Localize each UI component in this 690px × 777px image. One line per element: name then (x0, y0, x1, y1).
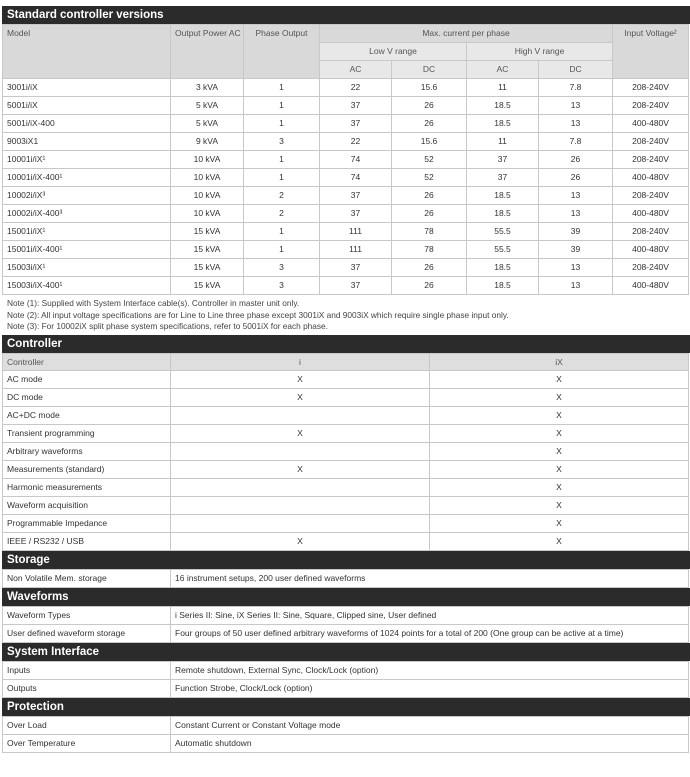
feature-label: IEEE / RS232 / USB (3, 532, 171, 550)
spec-sheet (2, 6, 690, 753)
table-cell: 111 (320, 223, 392, 241)
table-cell: 1 (244, 79, 320, 97)
section-title-protection: Protection (2, 698, 690, 716)
spec-value: Four groups of 50 user defined arbitrary waveforms of 1024 points for a total of 200 (One group can be active at a time) (171, 624, 689, 642)
table-cell: 55.5 (467, 241, 539, 259)
table-row (3, 679, 689, 697)
table-cell: 11 (467, 133, 539, 151)
table-cell: 15 kVA (171, 259, 244, 277)
feature-label: Arbitrary waveforms (3, 442, 171, 460)
table-row (3, 569, 689, 587)
table-cell: 3 (244, 133, 320, 151)
protection-table-body (3, 716, 689, 752)
spec-label: Waveform Types (3, 606, 171, 624)
table-cell: 37 (320, 187, 392, 205)
header-dc-low: DC (392, 61, 467, 79)
table-row (3, 624, 689, 642)
table-cell: 5 kVA (171, 97, 244, 115)
header-phase-output: Phase Output (244, 25, 320, 79)
storage-table (2, 569, 689, 588)
table-cell: 15001i/iX-400¹ (3, 241, 171, 259)
table-cell: 15 kVA (171, 241, 244, 259)
spec-label: User defined waveform storage (3, 624, 171, 642)
spec-value: Function Strobe, Clock/Lock (option) (171, 679, 689, 697)
table-cell: 15.6 (392, 79, 467, 97)
note-2: Note (2): All input voltage specifications are for Line to Line three phase except 3001iX and 9003iX which require single phase input only. (7, 309, 509, 320)
feature-label: Harmonic measurements (3, 478, 171, 496)
table-cell: 37 (320, 259, 392, 277)
table-cell: 10002i/iX³ (3, 187, 171, 205)
table-cell: 55.5 (467, 223, 539, 241)
header-low-v: Low V range (320, 43, 467, 61)
header-ac-low: AC (320, 61, 392, 79)
table-cell: 26 (392, 97, 467, 115)
table-cell: 208-240V (613, 79, 689, 97)
section-title-controller: Controller (2, 335, 690, 353)
system-interface-table (2, 661, 689, 698)
feature-mark: X (430, 424, 689, 442)
spec-label: Non Volatile Mem. storage (3, 569, 171, 587)
table-cell: 26 (392, 115, 467, 133)
feature-mark: X (430, 388, 689, 406)
table-cell: 78 (392, 223, 467, 241)
spec-label: Over Temperature (3, 734, 171, 752)
feature-mark: X (430, 496, 689, 514)
table-cell: 15001i/iX¹ (3, 223, 171, 241)
table-cell: 22 (320, 133, 392, 151)
section-title-standard: Standard controller versions (2, 6, 690, 24)
feature-mark: X (171, 532, 430, 550)
table-cell: 26 (392, 205, 467, 223)
table-cell: 2 (244, 187, 320, 205)
table-row (3, 277, 689, 295)
table-cell: 26 (392, 277, 467, 295)
feature-mark: X (430, 442, 689, 460)
feature-mark (171, 514, 430, 532)
feature-label: AC+DC mode (3, 406, 171, 424)
table-cell: 1 (244, 97, 320, 115)
table-row (3, 661, 689, 679)
table-row (3, 133, 689, 151)
table-row (3, 514, 689, 532)
table-cell: 26 (539, 151, 613, 169)
feature-label: Programmable Impedance (3, 514, 171, 532)
feature-mark: X (430, 370, 689, 388)
table-row (3, 151, 689, 169)
section-title-system-interface: System Interface (2, 643, 690, 661)
table-cell: 22 (320, 79, 392, 97)
table-cell: 9003iX1 (3, 133, 171, 151)
table-cell: 10 kVA (171, 169, 244, 187)
table-cell: 18.5 (467, 277, 539, 295)
header-ac-high: AC (467, 61, 539, 79)
table-cell: 39 (539, 241, 613, 259)
table-row (3, 205, 689, 223)
header-output-power: Output Power AC (171, 25, 244, 79)
table-row (3, 388, 689, 406)
feature-mark: X (430, 514, 689, 532)
table-cell: 10 kVA (171, 187, 244, 205)
table-cell: 7.8 (539, 133, 613, 151)
waveforms-table (2, 606, 689, 643)
table-cell: 13 (539, 277, 613, 295)
feature-mark: X (171, 424, 430, 442)
waveforms-table-body (3, 606, 689, 642)
table-cell: 37 (467, 151, 539, 169)
table-cell: 18.5 (467, 115, 539, 133)
table-cell: 26 (392, 187, 467, 205)
table-cell: 15.6 (392, 133, 467, 151)
table-row (3, 223, 689, 241)
spec-value: i Series II: Sine, iX Series II: Sine, Square, Clipped sine, User defined (171, 606, 689, 624)
table-row (3, 187, 689, 205)
table-cell: 26 (539, 169, 613, 187)
spec-value: 16 instrument setups, 200 user defined waveforms (171, 569, 689, 587)
table-cell: 1 (244, 223, 320, 241)
standard-table (2, 24, 689, 295)
header-model: Model (3, 25, 171, 79)
header-dc-high: DC (539, 61, 613, 79)
note-3: Note (3): For 10002iX split phase system specifications, refer to 5001iX for each phase. (7, 321, 328, 331)
feature-label: Waveform acquisition (3, 496, 171, 514)
table-cell: 18.5 (467, 205, 539, 223)
header-row-1 (3, 25, 689, 43)
table-cell: 52 (392, 169, 467, 187)
feature-mark: X (171, 460, 430, 478)
feature-mark (171, 442, 430, 460)
table-cell: 1 (244, 151, 320, 169)
table-cell: 10 kVA (171, 205, 244, 223)
table-cell: 13 (539, 187, 613, 205)
table-cell: 1 (244, 241, 320, 259)
table-row (3, 79, 689, 97)
feature-label: Measurements (standard) (3, 460, 171, 478)
table-cell: 10001i/iX-400¹ (3, 169, 171, 187)
table-cell: 74 (320, 169, 392, 187)
table-cell: 18.5 (467, 187, 539, 205)
table-cell: 5 kVA (171, 115, 244, 133)
table-cell: 400-480V (613, 115, 689, 133)
feature-label: Transient programming (3, 424, 171, 442)
notes (2, 295, 690, 335)
table-row (3, 606, 689, 624)
controller-table (2, 353, 689, 551)
controller-header-label: Controller (3, 353, 171, 370)
table-cell: 15003i/iX-400¹ (3, 277, 171, 295)
system-interface-table-body (3, 661, 689, 697)
table-cell: 26 (392, 259, 467, 277)
table-cell: 13 (539, 205, 613, 223)
table-cell: 74 (320, 151, 392, 169)
table-cell: 13 (539, 115, 613, 133)
table-row (3, 97, 689, 115)
table-cell: 400-480V (613, 241, 689, 259)
table-cell: 37 (467, 169, 539, 187)
table-cell: 37 (320, 277, 392, 295)
feature-mark: X (171, 370, 430, 388)
table-cell: 400-480V (613, 205, 689, 223)
table-cell: 10 kVA (171, 151, 244, 169)
feature-mark: X (430, 460, 689, 478)
controller-table-body (3, 370, 689, 550)
feature-mark: X (430, 478, 689, 496)
table-row (3, 460, 689, 478)
header-input-voltage: Input Voltage² (613, 25, 689, 79)
table-cell: 13 (539, 259, 613, 277)
table-row (3, 734, 689, 752)
table-row (3, 259, 689, 277)
table-row (3, 406, 689, 424)
table-cell: 15 kVA (171, 277, 244, 295)
table-cell: 7.8 (539, 79, 613, 97)
section-title-storage: Storage (2, 551, 690, 569)
table-cell: 15003i/iX¹ (3, 259, 171, 277)
feature-mark (171, 406, 430, 424)
table-row (3, 716, 689, 734)
feature-label: DC mode (3, 388, 171, 406)
feature-mark: X (171, 388, 430, 406)
table-cell: 208-240V (613, 187, 689, 205)
table-cell: 5001i/iX-400 (3, 115, 171, 133)
spec-label: Inputs (3, 661, 171, 679)
controller-header-i: i (171, 353, 430, 370)
table-cell: 3 (244, 259, 320, 277)
table-row (3, 532, 689, 550)
table-row (3, 241, 689, 259)
table-cell: 10001i/iX¹ (3, 151, 171, 169)
feature-mark (171, 496, 430, 514)
note-1: Note (1): Supplied with System Interface cable(s). Controller in master unit only. (7, 298, 300, 308)
table-cell: 52 (392, 151, 467, 169)
section-title-waveforms: Waveforms (2, 588, 690, 606)
header-max-current: Max. current per phase (320, 25, 613, 43)
table-cell: 13 (539, 97, 613, 115)
table-cell: 15 kVA (171, 223, 244, 241)
table-cell: 3 kVA (171, 79, 244, 97)
table-cell: 208-240V (613, 223, 689, 241)
feature-mark (171, 478, 430, 496)
table-cell: 5001i/iX (3, 97, 171, 115)
table-cell: 78 (392, 241, 467, 259)
table-row (3, 115, 689, 133)
protection-table (2, 716, 689, 753)
table-cell: 400-480V (613, 169, 689, 187)
table-cell: 1 (244, 115, 320, 133)
feature-mark: X (430, 406, 689, 424)
table-cell: 3 (244, 277, 320, 295)
table-cell: 39 (539, 223, 613, 241)
table-cell: 1 (244, 169, 320, 187)
table-cell: 208-240V (613, 259, 689, 277)
table-cell: 111 (320, 241, 392, 259)
header-high-v: High V range (467, 43, 613, 61)
table-cell: 208-240V (613, 133, 689, 151)
table-row (3, 424, 689, 442)
table-cell: 37 (320, 115, 392, 133)
table-cell: 18.5 (467, 97, 539, 115)
table-row (3, 478, 689, 496)
controller-header-ix: iX (430, 353, 689, 370)
feature-label: AC mode (3, 370, 171, 388)
storage-table-body (3, 569, 689, 587)
feature-mark: X (430, 532, 689, 550)
table-row (3, 442, 689, 460)
table-cell: 208-240V (613, 97, 689, 115)
table-cell: 9 kVA (171, 133, 244, 151)
table-row (3, 370, 689, 388)
controller-header-row (3, 353, 689, 370)
table-cell: 208-240V (613, 151, 689, 169)
standard-table-body (3, 79, 689, 295)
table-row (3, 169, 689, 187)
table-row (3, 496, 689, 514)
table-cell: 2 (244, 205, 320, 223)
table-cell: 11 (467, 79, 539, 97)
spec-label: Outputs (3, 679, 171, 697)
table-cell: 10002i/iX-400³ (3, 205, 171, 223)
spec-label: Over Load (3, 716, 171, 734)
table-cell: 400-480V (613, 277, 689, 295)
table-cell: 37 (320, 205, 392, 223)
spec-value: Automatic shutdown (171, 734, 689, 752)
table-cell: 3001i/iX (3, 79, 171, 97)
spec-value: Remote shutdown, External Sync, Clock/Lock (option) (171, 661, 689, 679)
spec-value: Constant Current or Constant Voltage mode (171, 716, 689, 734)
table-cell: 37 (320, 97, 392, 115)
table-cell: 18.5 (467, 259, 539, 277)
